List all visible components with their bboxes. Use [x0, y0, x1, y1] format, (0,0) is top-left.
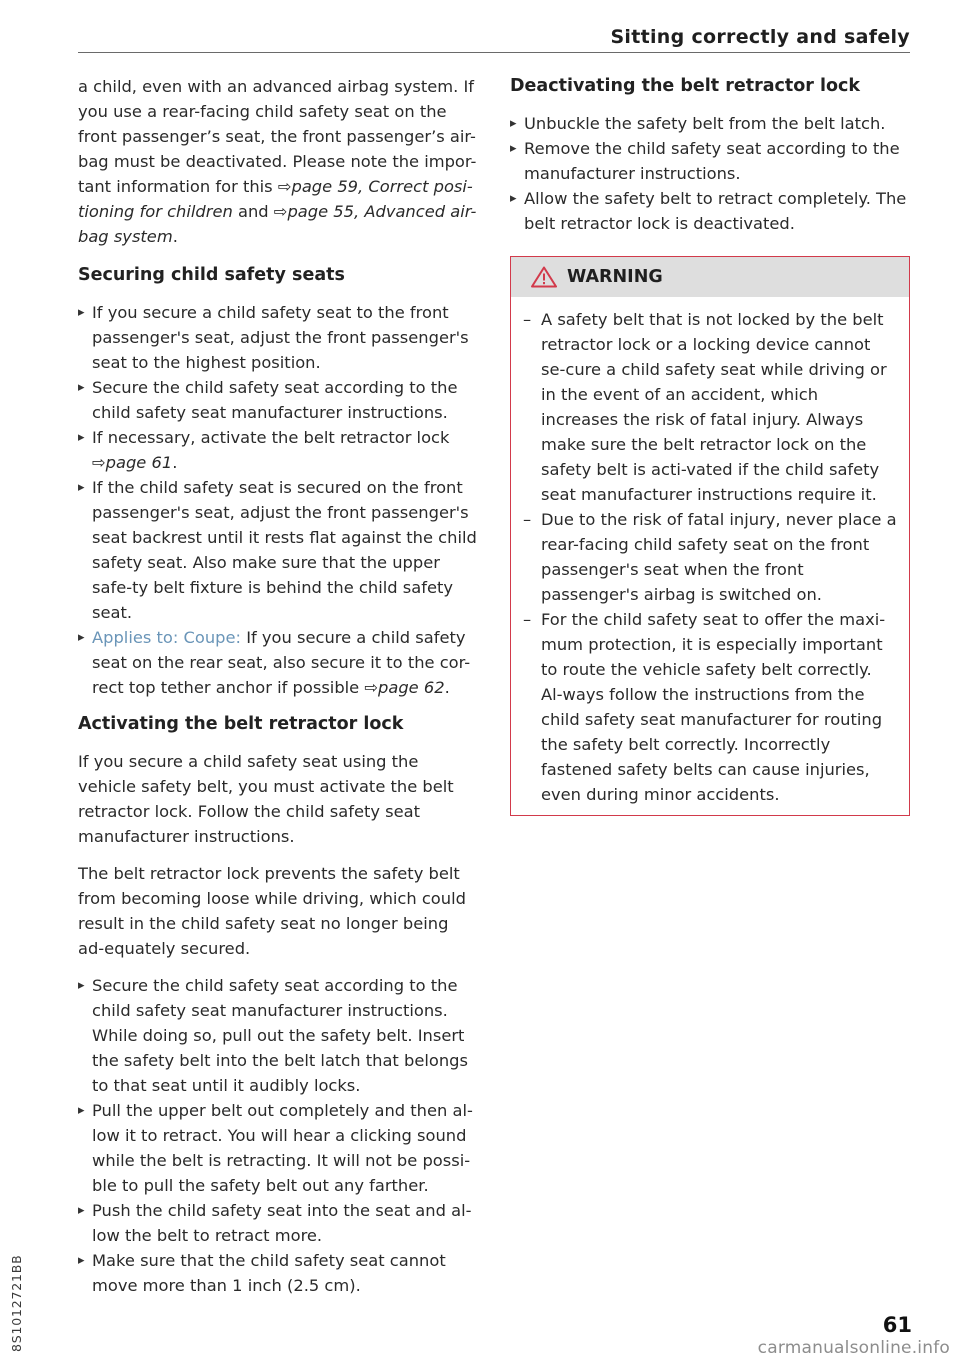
warning-title: WARNING [567, 267, 663, 287]
intro-paragraph [78, 74, 478, 249]
warning-item: – Due to the risk of fatal injury, never place a rear-facing child safety seat on the front passenger's seat when the front passenger's airbag is switched on. [523, 507, 897, 607]
activating-paragraph-1: If you secure a child safety seat using the vehicle safety belt, you must activate the belt retractor lock. Follow the child safety seat manufacturer instructions. [78, 752, 454, 846]
step-text: If necessary, activate the belt retractor lock [92, 428, 450, 447]
warning-item: – A safety belt that is not locked by the belt retractor lock or a locking device cannot se-cure a child safety seat while driving or in the event of an accident, which increases the risk of fatal injury. Always make sure the belt retractor lock on the safety belt is acti-vated if the child safety seat manufacturer instructions require it. [523, 307, 897, 507]
page-number: 61 [882, 1313, 912, 1337]
intro-text-2: and [232, 202, 274, 221]
list-item: ▸ Secure the child safety seat according to the child safety seat manufacturer instructions. [78, 375, 478, 425]
list-item [78, 425, 478, 475]
arrow-icon: ⇨ [277, 177, 292, 196]
section-heading-deactivating: Deactivating the belt retractor lock [510, 76, 861, 96]
section-heading-activating: Activating the belt retractor lock [78, 714, 404, 734]
page-reference-link[interactable]: page 61 [105, 453, 173, 472]
list-item: ▸ Remove the child safety seat according to the manufacturer instructions. [510, 136, 910, 186]
running-header-title: Sitting correctly and safely [610, 26, 910, 48]
page-reference-link[interactable]: page 62 [378, 678, 445, 697]
arrow-icon: ⇨ [92, 453, 106, 472]
activating-steps-list [78, 973, 478, 1298]
arrow-icon: ⇨ [273, 202, 288, 221]
list-item: ▸ Allow the safety belt to retract completely. The belt retractor lock is deactivated. [510, 186, 910, 236]
list-item: ▸ Secure the child safety seat according to the child safety seat manufacturer instructions. While doing so, pull out the safety belt. Insert the safety belt into the belt latch that belongs to that seat until it audibly locks. [78, 973, 478, 1098]
document-code: 8S1012721BB [9, 1254, 24, 1352]
list-item: ▸ Push the child safety seat into the seat and al-low the belt to retract more. [78, 1198, 478, 1248]
applies-to-label: Applies to: Coupe: [92, 628, 242, 647]
watermark-text: carmanualsonline.info [757, 1338, 950, 1358]
step-text-end: . [444, 678, 450, 697]
warning-triangle-icon [531, 266, 557, 288]
step-text-end: . [172, 453, 178, 472]
page-reference-link[interactable]: page 59, Correct posi-tioning for children [78, 177, 473, 221]
section-heading-securing: Securing child safety seats [78, 265, 345, 285]
securing-steps-list [78, 300, 478, 700]
intro-text-1: a child, even with an advanced airbag system. If you use a rear-facing child safety seat on the front passenger’s seat, the front passenger’s air-bag must be deactivated. Please note the impor-tant information for this [78, 77, 477, 196]
list-item: ▸ If the child safety seat is secured on the front passenger's seat, adjust the front passenger's seat backrest until it rests flat against the child safety seat. Also make sure that the upper safe-ty belt fixture is behind the child safety seat. [78, 475, 478, 625]
step-text: If you secure a child safety seat on the rear seat, also secure it to the cor-rect top tether anchor if possible [92, 628, 471, 697]
warning-item: – For the child safety seat to offer the maxi-mum protection, it is especially important to route the vehicle safety belt correctly. Al-ways follow the instructions from the child safety seat manufacturer for routing the safety belt correctly. Incorrectly fastened safety belts can cause injuries, even during minor accidents. [523, 607, 897, 807]
activating-paragraph-2: The belt retractor lock prevents the safety belt from becoming loose while driving, which could result in the child safety seat no longer being ad-equately secured. [78, 864, 466, 958]
list-item: ▸ Pull the upper belt out completely and then al-low it to retract. You will hear a clicking sound while the belt is retracting. It will not be possi-ble to pull the safety belt out any farther. [78, 1098, 478, 1198]
list-item: ▸ Make sure that the child safety seat cannot move more than 1 inch (2.5 cm). [78, 1248, 478, 1298]
header-divider [78, 52, 910, 53]
left-column [78, 74, 478, 1298]
deactivating-steps-list [510, 111, 910, 236]
list-item [78, 625, 478, 700]
list-item: ▸ If you secure a child safety seat to the front passenger's seat, adjust the front passenger's seat to the highest position. [78, 300, 478, 375]
page-reference-link[interactable]: page 55, Advanced air-bag system [78, 202, 477, 246]
list-item: ▸ Unbuckle the safety belt from the belt latch. [510, 111, 910, 136]
arrow-icon: ⇨ [364, 678, 379, 697]
intro-text-3: . [172, 227, 178, 246]
right-column [510, 74, 910, 816]
warning-box [510, 256, 910, 816]
warning-list [511, 297, 909, 815]
warning-header [511, 257, 909, 297]
